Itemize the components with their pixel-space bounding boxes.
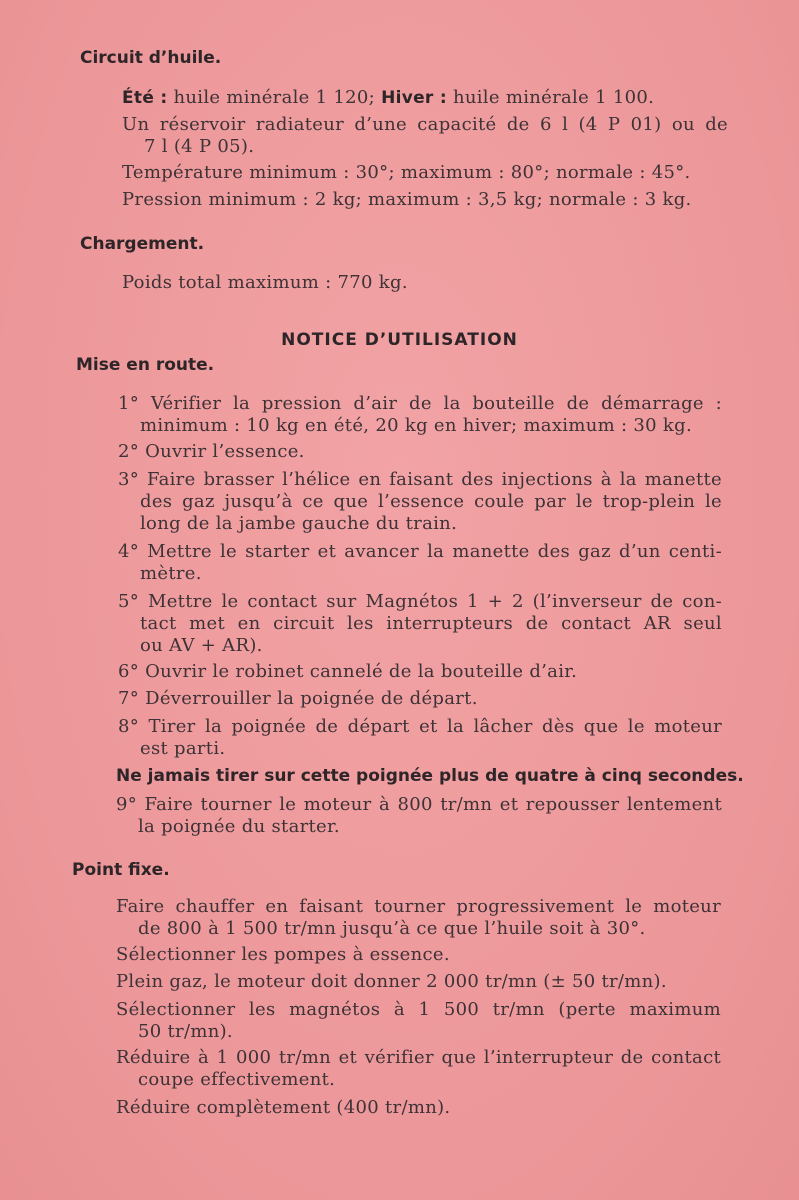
- step-line-1: Faire brasser l’hélice en faisant des injections à la manette: [147, 469, 722, 490]
- step-line-1: Ouvrir l’essence.: [145, 441, 305, 462]
- step-number: 3°: [118, 469, 140, 490]
- step-line-2: mètre.: [140, 563, 202, 584]
- step-line-2: tact met en circuit les interrupteurs de contact AR seul: [140, 613, 722, 634]
- point-fixe-item-1: [116, 896, 721, 940]
- point-fixe-item-3: [116, 971, 721, 993]
- step-line-1: Ouvrir le robinet cannelé de la bouteille d’air.: [145, 661, 578, 682]
- step-number: 8°: [118, 716, 140, 737]
- step-number: 2°: [118, 441, 140, 462]
- item-line-1: Faire chauffer en faisant tourner progressivement le moteur: [116, 896, 721, 917]
- item-line-2: de 800 à 1 500 tr/mn jusqu’à ce que l’huile soit à 30°.: [138, 918, 646, 939]
- step-line-2: minimum : 10 kg en été, 20 kg en hiver; maximum : 30 kg.: [140, 415, 692, 436]
- item-line-2: 50 tr/mn).: [138, 1021, 233, 1042]
- step-2: [118, 441, 722, 463]
- notice-title: NOTICE D’UTILISATION: [281, 330, 518, 350]
- point-fixe-item-6: [116, 1097, 721, 1119]
- step-line-3: long de la jambe gauche du train.: [140, 513, 458, 534]
- step-line-2: la poignée du starter.: [138, 816, 340, 837]
- step-1: [118, 393, 722, 437]
- reservoir-text: [122, 114, 728, 158]
- step-number: 1°: [118, 393, 140, 414]
- point-fixe-item-4: [116, 999, 721, 1043]
- temperature-text: Température minimum : 30°; maximum : 80°; normale : 45°.: [122, 162, 691, 183]
- step-line-3: ou AV + AR).: [140, 635, 263, 656]
- item-line-2: coupe effectivement.: [138, 1069, 336, 1090]
- step-number: 9°: [116, 794, 138, 815]
- step-number: 4°: [118, 541, 140, 562]
- step-line-1: Tirer la poignée de départ et la lâcher dès que le moteur: [148, 716, 722, 737]
- pression-text: Pression minimum : 2 kg; maximum : 3,5 kg; normale : 3 kg.: [122, 189, 692, 210]
- warning-text: Ne jamais tirer sur cette poignée plus de quatre à cinq secondes.: [116, 766, 744, 786]
- poids-text: Poids total maximum : 770 kg.: [122, 272, 408, 293]
- step-number: 7°: [118, 688, 140, 709]
- reservoir-line-2: 7 l (4 P 05).: [144, 136, 255, 157]
- section-title-circuit: Circuit d’huile.: [80, 48, 222, 68]
- step-line-1: Vérifier la pression d’air de la bouteille de démarrage :: [150, 393, 722, 414]
- step-5: [118, 591, 722, 657]
- step-line-1: Mettre le starter et avancer la manette des gaz d’un centi-: [147, 541, 722, 562]
- step-6: [118, 661, 722, 683]
- hiver-text: huile minérale 1 100.: [446, 87, 655, 108]
- step-line-2: des gaz jusqu’à ce que l’essence coule par le trop-plein le: [140, 491, 722, 512]
- item-line-1: Sélectionner les magnétos à 1 500 tr/mn (perte maximum: [116, 999, 721, 1020]
- step-8: [118, 716, 722, 760]
- step-line-1: Déverrouiller la poignée de départ.: [145, 688, 478, 709]
- step-7: [118, 688, 722, 710]
- section-title-mise-en-route: Mise en route.: [76, 355, 215, 375]
- step-3: [118, 469, 722, 535]
- oil-season-line: [122, 87, 654, 109]
- ete-label: Été :: [122, 88, 168, 108]
- step-number: 5°: [118, 591, 140, 612]
- point-fixe-item-2: [116, 944, 721, 966]
- section-title-point-fixe: Point fixe.: [72, 860, 170, 880]
- item-line-1: Plein gaz, le moteur doit donner 2 000 tr/mn (± 50 tr/mn).: [116, 971, 667, 992]
- step-number: 6°: [118, 661, 140, 682]
- step-4: [118, 541, 722, 585]
- step-line-1: Faire tourner le moteur à 800 tr/mn et repousser lentement: [144, 794, 722, 815]
- hiver-label: Hiver :: [381, 88, 447, 108]
- reservoir-line-1: Un réservoir radiateur d’une capacité de 6 l (4 P 01) ou de: [122, 114, 728, 135]
- item-line-1: Sélectionner les pompes à essence.: [116, 944, 450, 965]
- item-line-1: Réduire complètement (400 tr/mn).: [116, 1097, 451, 1118]
- ete-text: huile minérale 1 120;: [167, 87, 382, 108]
- point-fixe-item-5: [116, 1047, 721, 1091]
- step-line-1: Mettre le contact sur Magnétos 1 + 2 (l’inverseur de con-: [147, 591, 722, 612]
- step-line-2: est parti.: [140, 738, 226, 759]
- step-9: [116, 794, 722, 838]
- item-line-1: Réduire à 1 000 tr/mn et vérifier que l’interrupteur de contact: [116, 1047, 721, 1068]
- section-title-chargement: Chargement.: [80, 234, 205, 254]
